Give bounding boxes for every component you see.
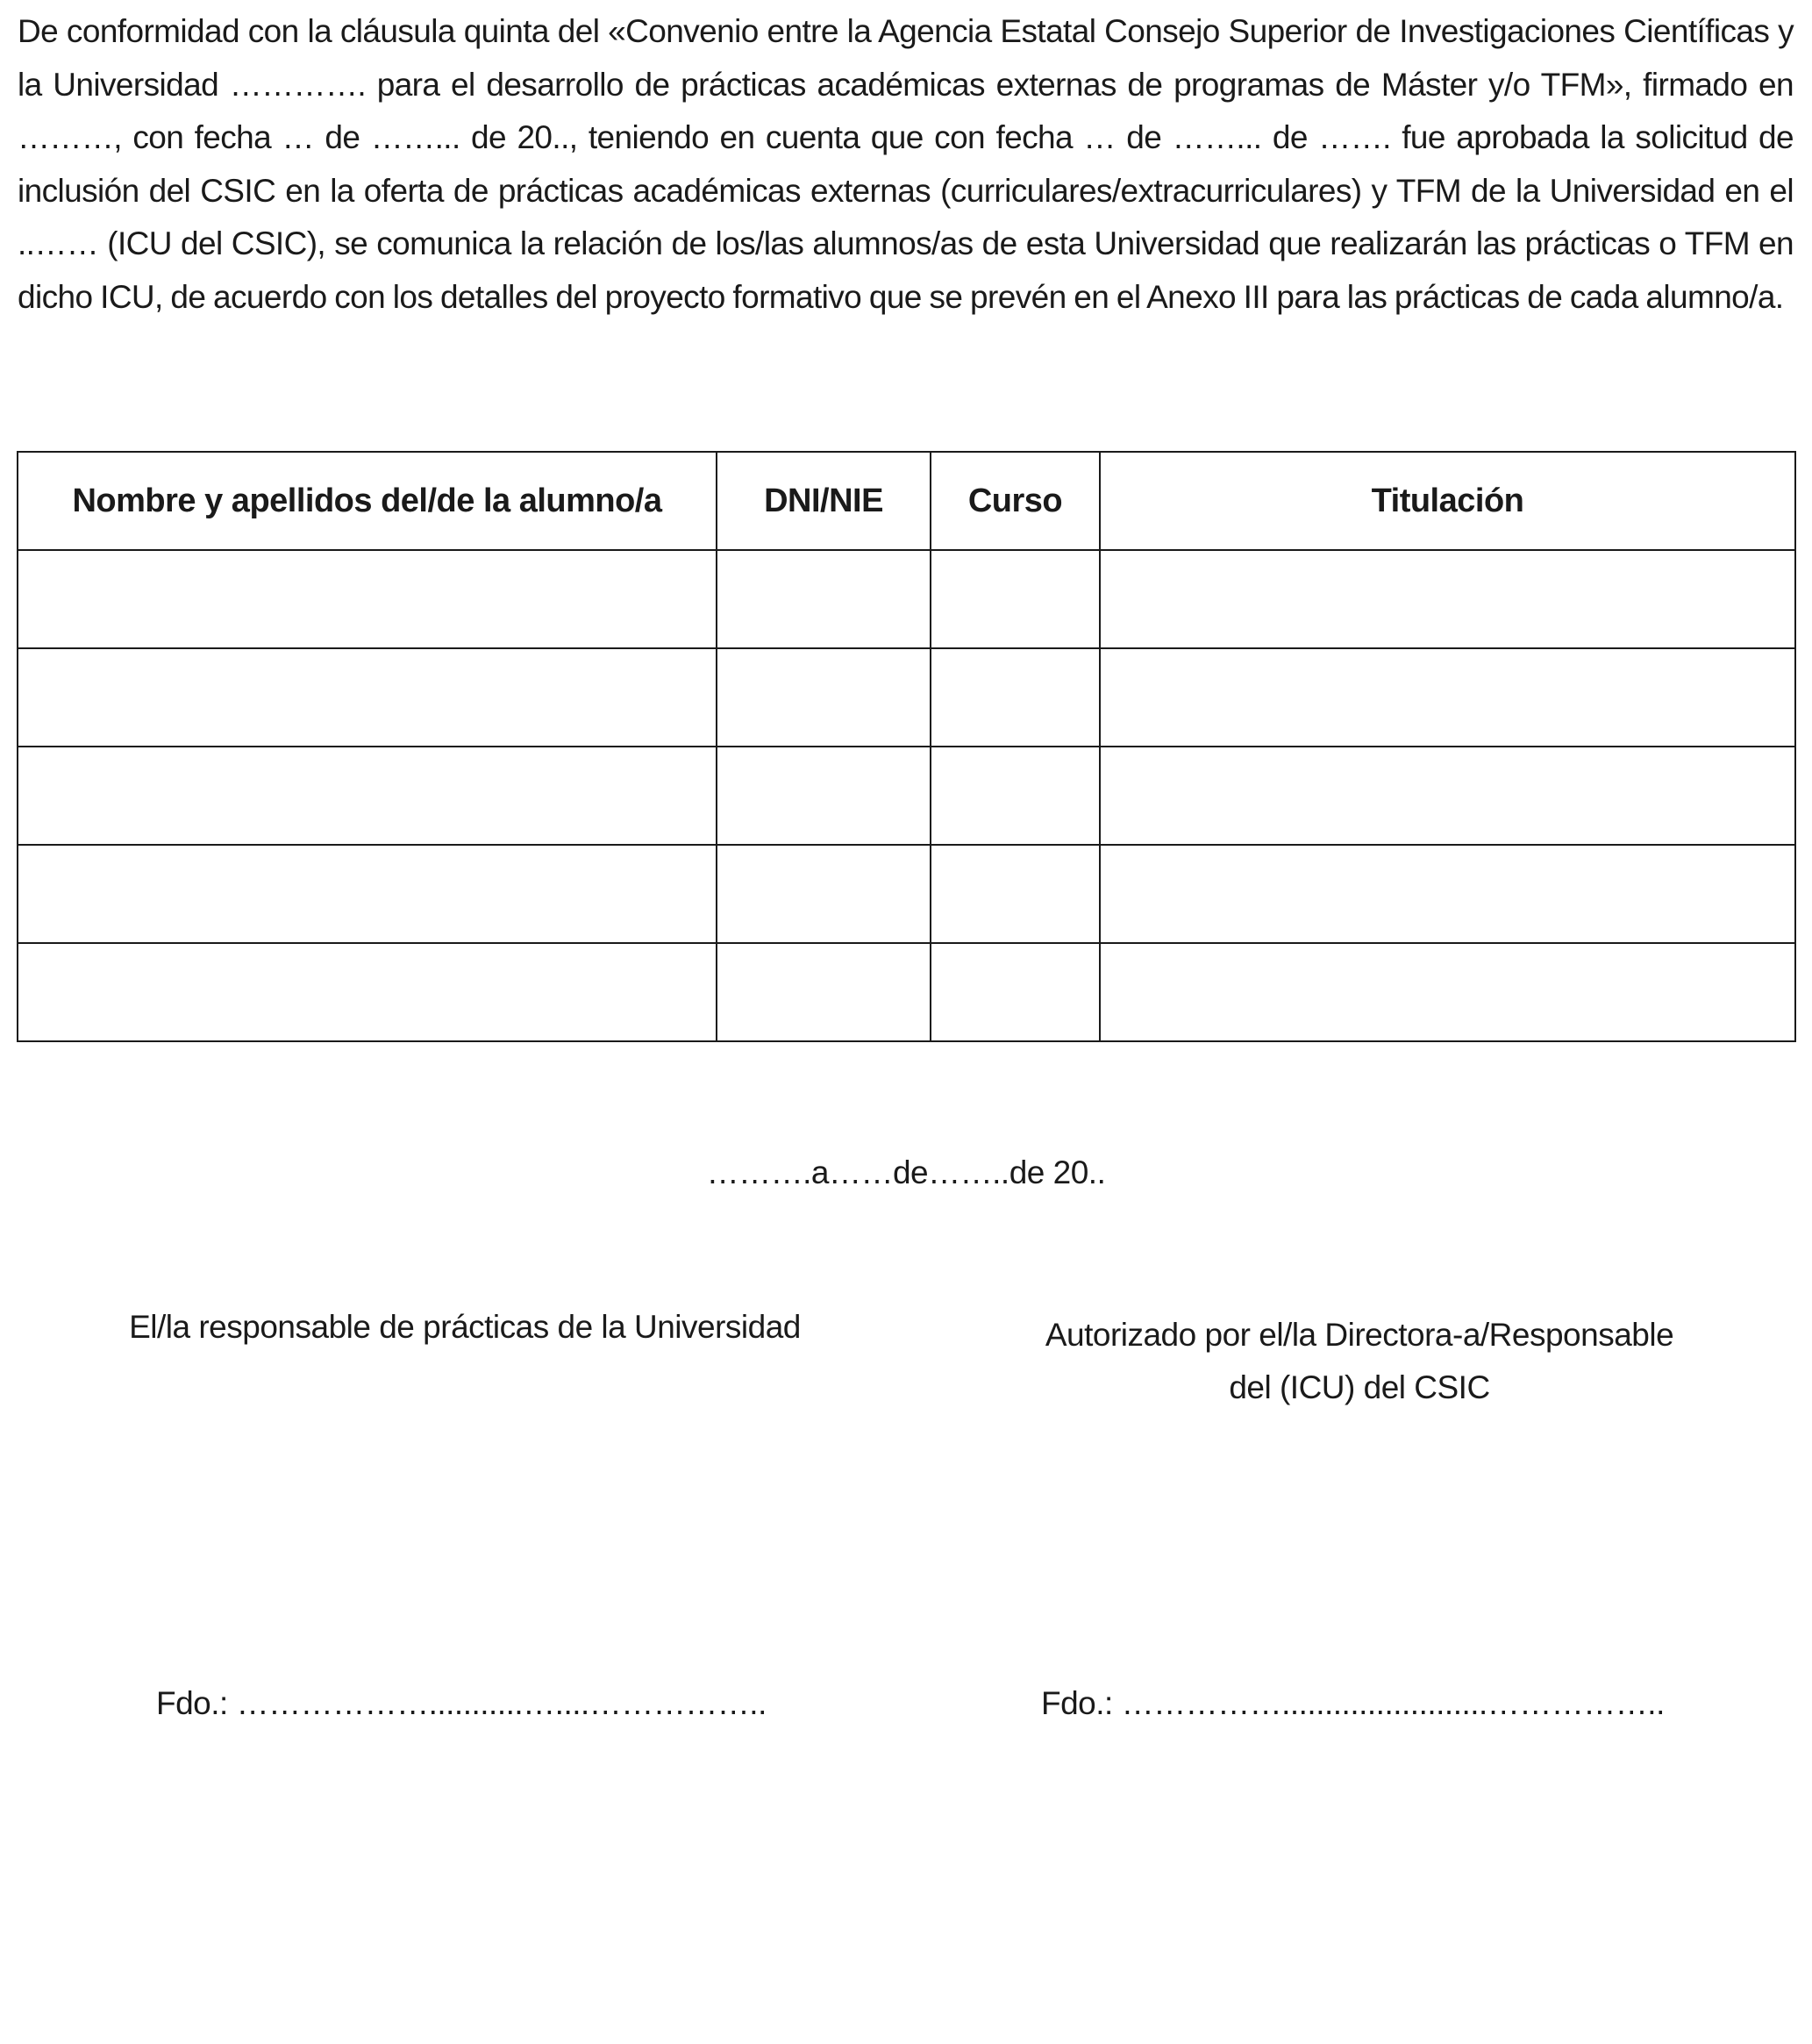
table-row xyxy=(18,550,1795,648)
csic-signatory-title xyxy=(965,1309,1754,1414)
cell-nombre[interactable] xyxy=(18,845,717,943)
intro-paragraph: De conformidad con la cláusula quinta del «Convenio entre la Agencia Estatal Consejo Superior de Investigaciones Científicas y la Universidad …………. para el desarrollo de prácticas académicas externas de programas de Máster y/o TFM», firmado en ………, con fecha … de ……... de 20.., teniendo en cuenta que con fecha … de ……... de ……. fue aprobada la solicitud de inclusión del CSIC en la oferta de prácticas académicas externas (curriculares/extracurriculares) y TFM de la Universidad en el ..…… (ICU del CSIC), se comunica la relación de los/las alumnos/as de esta Universidad que realizarán las prácticas o TFM en dicho ICU, de acuerdo con los detalles del proyecto formativo que se prevén en el Anexo III para las prácticas de cada alumno/a. xyxy=(18,13,1794,315)
cell-dni-nie[interactable] xyxy=(717,747,931,845)
cell-dni-nie[interactable] xyxy=(717,550,931,648)
cell-titulacion[interactable] xyxy=(1100,648,1795,747)
cell-curso[interactable] xyxy=(931,747,1100,845)
header-titulacion: Titulación xyxy=(1100,452,1795,550)
cell-nombre[interactable] xyxy=(18,648,717,747)
header-curso: Curso xyxy=(931,452,1100,550)
cell-curso[interactable] xyxy=(931,648,1100,747)
cell-titulacion[interactable] xyxy=(1100,747,1795,845)
cell-curso[interactable] xyxy=(931,550,1100,648)
table-row xyxy=(18,845,1795,943)
cell-nombre[interactable] xyxy=(18,747,717,845)
university-signatory-title: El/la responsable de prácticas de la Universidad xyxy=(129,1309,801,1345)
cell-nombre[interactable] xyxy=(18,943,717,1041)
cell-dni-nie[interactable] xyxy=(717,943,931,1041)
csic-signature-line: Fdo.: ……………........................…………….. xyxy=(1041,1685,1665,1721)
table-row xyxy=(18,747,1795,845)
cell-curso[interactable] xyxy=(931,845,1100,943)
students-table xyxy=(17,451,1796,1042)
university-signature-line: Fdo.: ………………...........…....…………….. xyxy=(156,1685,767,1721)
header-dni-nie: DNI/NIE xyxy=(717,452,931,550)
header-nombre: Nombre y apellidos del/de la alumno/a xyxy=(18,452,717,550)
cell-nombre[interactable] xyxy=(18,550,717,648)
table-row xyxy=(18,943,1795,1041)
cell-titulacion[interactable] xyxy=(1100,550,1795,648)
csic-signatory-title-line1: Autorizado por el/la Directora-a/Responsable xyxy=(1045,1317,1674,1353)
cell-curso[interactable] xyxy=(931,943,1100,1041)
place-date-line: ……….a……de……..de 20.. xyxy=(706,1154,1106,1190)
cell-dni-nie[interactable] xyxy=(717,845,931,943)
csic-signatory-title-line2: del (ICU) del CSIC xyxy=(1229,1369,1490,1405)
cell-titulacion[interactable] xyxy=(1100,845,1795,943)
cell-dni-nie[interactable] xyxy=(717,648,931,747)
cell-titulacion[interactable] xyxy=(1100,943,1795,1041)
table-row xyxy=(18,648,1795,747)
table-header-row xyxy=(18,452,1795,550)
